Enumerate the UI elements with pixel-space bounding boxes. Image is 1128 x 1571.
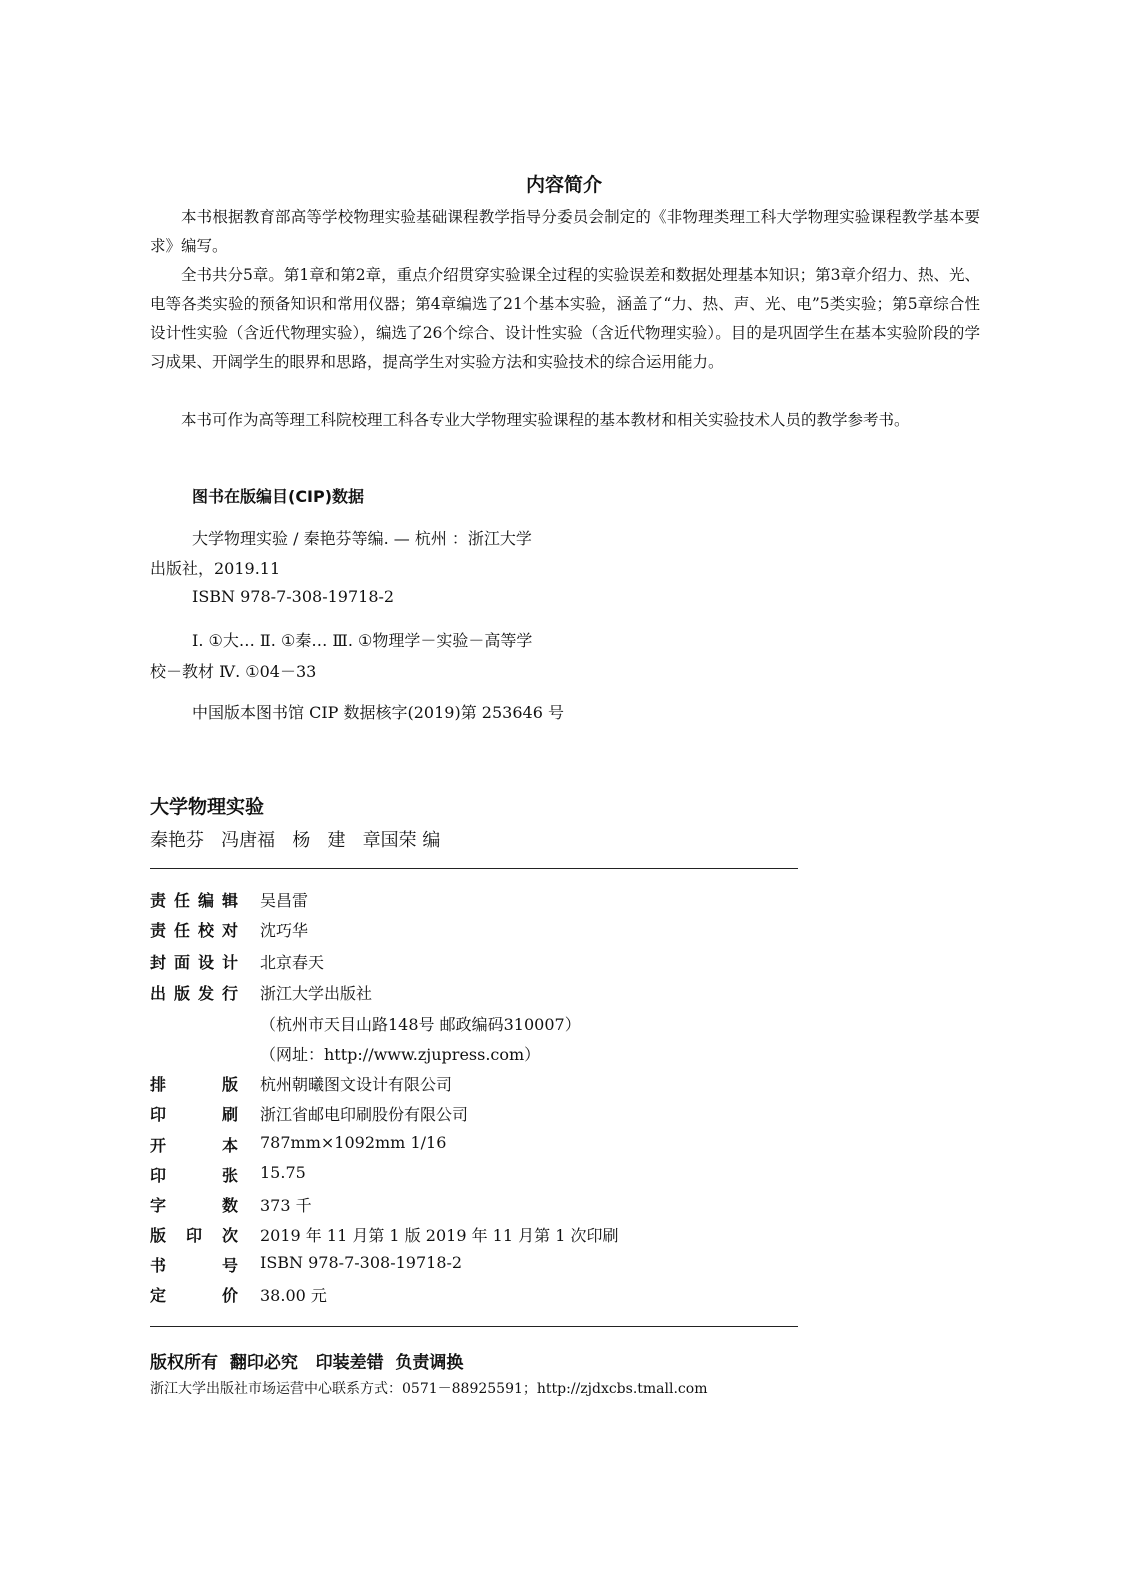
contact-info: 浙江大学出版社市场运营中心联系方式：0571－88925591；http://zjdxcbs.tmall.com: [150, 1381, 708, 1397]
detail-value: ISBN 978-7-308-19718-2: [260, 1253, 463, 1272]
detail-label: 责 任 编 辑: [150, 891, 238, 910]
detail-label: 封 面 设 计: [150, 953, 238, 972]
detail-value: 吴昌雷: [260, 891, 309, 910]
detail-label: 版 印 次: [150, 1226, 238, 1245]
cip-record: 中国版本图书馆 CIP 数据核字(2019)第 253646 号: [192, 703, 564, 722]
book-authors: 秦艳芬 冯唐福 杨 建 章国荣 编: [150, 830, 441, 851]
cip-isbn: ISBN 978-7-308-19718-2: [192, 587, 395, 606]
detail-value: 浙江省邮电印刷股份有限公司: [260, 1105, 469, 1124]
detail-value: 北京春天: [260, 953, 325, 972]
detail-label: 书 号: [150, 1256, 238, 1275]
detail-label: 排 版: [150, 1075, 238, 1094]
cip-line-1: 大学物理实验 / 秦艳芬等编. — 杭州 ：浙江大学: [192, 529, 532, 548]
detail-label: 出 版 发 行: [150, 984, 238, 1003]
detail-value: 浙江大学出版社: [260, 984, 373, 1003]
detail-value: （杭州市天目山路148号 邮政编码310007）: [260, 1015, 581, 1034]
detail-label: 定 价: [150, 1286, 238, 1305]
cip-class-1: Ⅰ. ①大… Ⅱ. ①秦… Ⅲ. ①物理学－实验－高等学: [192, 631, 533, 650]
detail-value: 15.75: [260, 1163, 306, 1182]
detail-label: 印 张: [150, 1166, 238, 1185]
detail-value: 2019 年 11 月第 1 版 2019 年 11 月第 1 次印刷: [260, 1226, 619, 1245]
intro-paragraph-2: 全书共分5章。第1章和第2章，重点介绍贯穿实验课全过程的实验误差和数据处理基本知识；第3章介绍力、热、光、电等各类实验的预备知识和常用仪器；第4章编选了21个基本实验，涵盖了“力、热、声、光、电”5类实验；第5章综合性设计性实验（含近代物理实验），编选了26个综合、设计性实验（含近代物理实验）。目的是巩固学生在基本实验阶段的学习成果、开阔学生的眼界和思路，提高学生对实验方法和实验技术的综合运用能力。: [150, 266, 980, 371]
detail-value: 787mm×1092mm 1/16: [260, 1133, 447, 1152]
cip-class-2: 校－教材 Ⅳ. ①04－33: [150, 662, 317, 681]
detail-value: 38.00 元: [260, 1286, 327, 1305]
intro-paragraph-1: 本书根据教育部高等学校物理实验基础课程教学指导分委员会制定的《非物理类理工科大学物理实验课程教学基本要求》编写。: [150, 208, 980, 255]
detail-label: 印 刷: [150, 1105, 238, 1124]
intro-title: 内容简介: [525, 174, 602, 196]
detail-value: 沈巧华: [260, 921, 309, 940]
detail-value: 373 千: [260, 1196, 312, 1215]
detail-label: 责 任 校 对: [150, 921, 238, 940]
cip-line-2: 出版社，2019.11: [150, 559, 281, 578]
detail-label: 字 数: [150, 1196, 238, 1215]
divider-top: [150, 868, 798, 869]
intro-paragraph-3: 本书可作为高等理工科院校理工科各专业大学物理实验课程的基本教材和相关实验技术人员的教学参考书。: [181, 411, 910, 429]
detail-value: （网址：http://www.zjupress.com）: [260, 1045, 541, 1064]
detail-label: 开 本: [150, 1136, 238, 1155]
book-title: 大学物理实验: [150, 796, 265, 818]
detail-value: 杭州朝曦图文设计有限公司: [260, 1075, 453, 1094]
copyright-notice: 版权所有 翻印必究 印装差错 负责调换: [150, 1353, 464, 1373]
divider-bottom: [150, 1326, 798, 1327]
cip-heading: 图书在版编目(CIP)数据: [192, 487, 365, 506]
